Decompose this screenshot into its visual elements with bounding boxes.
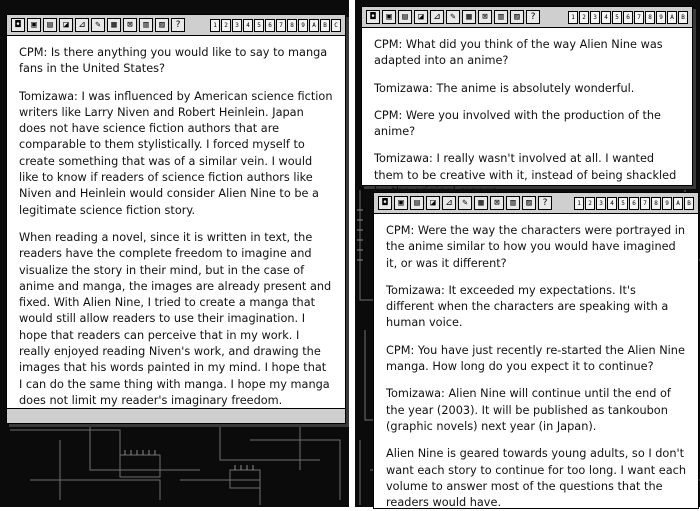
list-icon[interactable]: ▤ [43, 18, 57, 32]
panel-icon[interactable]: ▥ [139, 18, 153, 32]
close-box-icon[interactable]: ⊠ [490, 196, 504, 210]
table-icon[interactable]: ▦ [474, 196, 488, 210]
ruler-cell[interactable]: 6 [623, 11, 633, 24]
help-icon[interactable]: ? [538, 196, 552, 210]
question-text: CPM: Is there anything you would like to say to manga fans in the United States? [19, 46, 328, 76]
ruler-cell[interactable]: 5 [612, 11, 622, 24]
window-toolbar [374, 193, 698, 214]
ruler-cell[interactable]: 4 [601, 11, 611, 24]
list-icon[interactable]: ▤ [410, 196, 424, 210]
window-icon[interactable]: ◪ [426, 196, 440, 210]
ruler-cell[interactable]: 9 [656, 11, 666, 24]
pattern-icon[interactable]: ▨ [522, 196, 536, 210]
answer-text: Alien Nine is geared towards young adults, so I don't want each story to continue for too long. I want each volume to answer most of the questions that the readers would have. [386, 447, 687, 510]
left-panel [0, 0, 349, 507]
ruler-cell[interactable]: 1 [210, 19, 220, 32]
close-box-icon[interactable]: ⊠ [478, 10, 492, 24]
ruler-cell[interactable]: 2 [585, 197, 595, 210]
help-icon[interactable]: ? [171, 18, 185, 32]
ruler-cell[interactable]: 6 [265, 19, 275, 32]
interview-window-1 [6, 14, 346, 424]
ruler-cell[interactable]: B [320, 19, 330, 32]
window-content [7, 35, 345, 409]
graph-icon[interactable]: ⊿ [75, 18, 89, 32]
ruler-cell[interactable]: 2 [221, 19, 231, 32]
question-text: CPM: Were you involved with the production of the anime? [374, 108, 661, 139]
file-icon[interactable]: ◘ [378, 196, 392, 210]
grid-icon[interactable]: ▣ [394, 196, 408, 210]
answer-text: Tomizawa: I was influenced by American science fiction writers like Larry Niven and Robert Heinlein. Japan does not have science fiction authors that are comparable to them stylistically. I forced myself to create something that was of a similar vein. I would like to know if readers of science fiction authors like Niven and Heinlein would consider Alien Nine to be a legitimate science fiction story. [19, 89, 333, 217]
interview-window-3 [373, 192, 699, 509]
ruler-cell[interactable]: 6 [629, 197, 639, 210]
answer-text: Tomizawa: It exceeded my expectations. It's different when the characters are speaking with a human voice. [386, 283, 669, 330]
window-content [362, 27, 692, 185]
ruler-cell[interactable]: 7 [276, 19, 286, 32]
ruler-cell[interactable]: B [678, 11, 688, 24]
ruler-cell[interactable]: 4 [607, 197, 617, 210]
ruler-cell[interactable]: C [331, 19, 341, 32]
horizontal-scrollbar[interactable] [7, 408, 345, 423]
ruler-cell[interactable]: 3 [232, 19, 242, 32]
interview-window-2 [361, 6, 693, 186]
question-text: CPM: Were the way the characters were portrayed in the anime similar to how you would have imagined it, or was it different? [386, 224, 686, 270]
ruler-cell[interactable]: 1 [574, 197, 584, 210]
toolbar-ruler [574, 197, 694, 210]
toolbar-ruler [210, 19, 341, 32]
ruler-cell[interactable]: 3 [596, 197, 606, 210]
file-icon[interactable]: ◘ [366, 10, 380, 24]
ruler-cell[interactable]: 5 [618, 197, 628, 210]
panel-icon[interactable]: ▥ [494, 10, 508, 24]
question-text: CPM: You have just recently re-started the Alien Nine manga. How long do you expect it to continue? [386, 343, 685, 374]
window-icon[interactable]: ◪ [59, 18, 73, 32]
pencil-icon[interactable]: ✎ [458, 196, 472, 210]
ruler-cell[interactable]: A [667, 11, 677, 24]
ruler-cell[interactable]: 8 [651, 197, 661, 210]
panel-icon[interactable]: ▥ [506, 196, 520, 210]
ruler-cell[interactable]: 8 [287, 19, 297, 32]
ruler-cell[interactable]: 4 [243, 19, 253, 32]
graph-icon[interactable]: ⊿ [430, 10, 444, 24]
pencil-icon[interactable]: ✎ [446, 10, 460, 24]
window-toolbar [7, 15, 345, 36]
window-toolbar [362, 7, 692, 28]
pattern-icon[interactable]: ▨ [155, 18, 169, 32]
pencil-icon[interactable]: ✎ [91, 18, 105, 32]
window-content [374, 213, 698, 508]
answer-text: When reading a novel, since it is written in text, the readers have the complete freedom to imagine and visualize the story in their mind, but in the case of anime and manga, the images are already present and fixed. With Alien Nine, I tried to create a manga that would still allow readers to use their imagination. I hope that readers can perceive that in my work. I really enjoyed reading Niven's work, and drawing the images that his words painted in my mind. I hope that I can do the same thing with manga. I hope my manga does not limit my reader's imaginary freedom. [19, 230, 332, 407]
ruler-cell[interactable]: 7 [634, 11, 644, 24]
ruler-cell[interactable]: 9 [662, 197, 672, 210]
grid-icon[interactable]: ▣ [382, 10, 396, 24]
list-icon[interactable]: ▤ [398, 10, 412, 24]
help-icon[interactable]: ? [526, 10, 540, 24]
right-panel [355, 0, 700, 510]
grid-icon[interactable]: ▣ [27, 18, 41, 32]
ruler-cell[interactable]: 5 [254, 19, 264, 32]
ruler-cell[interactable]: A [673, 197, 683, 210]
pattern-icon[interactable]: ▨ [510, 10, 524, 24]
window-icon[interactable]: ◪ [414, 10, 428, 24]
table-icon[interactable]: ▦ [462, 10, 476, 24]
ruler-cell[interactable]: B [684, 197, 694, 210]
graph-icon[interactable]: ⊿ [442, 196, 456, 210]
toolbar-ruler [568, 11, 688, 24]
ruler-cell[interactable]: A [309, 19, 319, 32]
ruler-cell[interactable]: 2 [579, 11, 589, 24]
close-box-icon[interactable]: ⊠ [123, 18, 137, 32]
ruler-cell[interactable]: 8 [645, 11, 655, 24]
question-text: CPM: What did you think of the way Alien Nine was adapted into an anime? [374, 38, 663, 68]
ruler-cell[interactable]: 9 [298, 19, 308, 32]
file-icon[interactable]: ◘ [11, 18, 25, 32]
answer-text: Tomizawa: Alien Nine will continue until the end of the year (2003). It will be published as tankoubon (graphic novels) next year (in Japan). [386, 387, 671, 433]
ruler-cell[interactable]: 3 [590, 11, 600, 24]
answer-text: Tomizawa: The anime is absolutely wonderful. [374, 81, 635, 95]
table-icon[interactable]: ▦ [107, 18, 121, 32]
answer-text: Tomizawa: I really wasn't involved at all. I wanted them to be creative with it, instead of being shackled [374, 152, 677, 182]
ruler-cell[interactable]: 1 [568, 11, 578, 24]
ruler-cell[interactable]: 7 [640, 197, 650, 210]
